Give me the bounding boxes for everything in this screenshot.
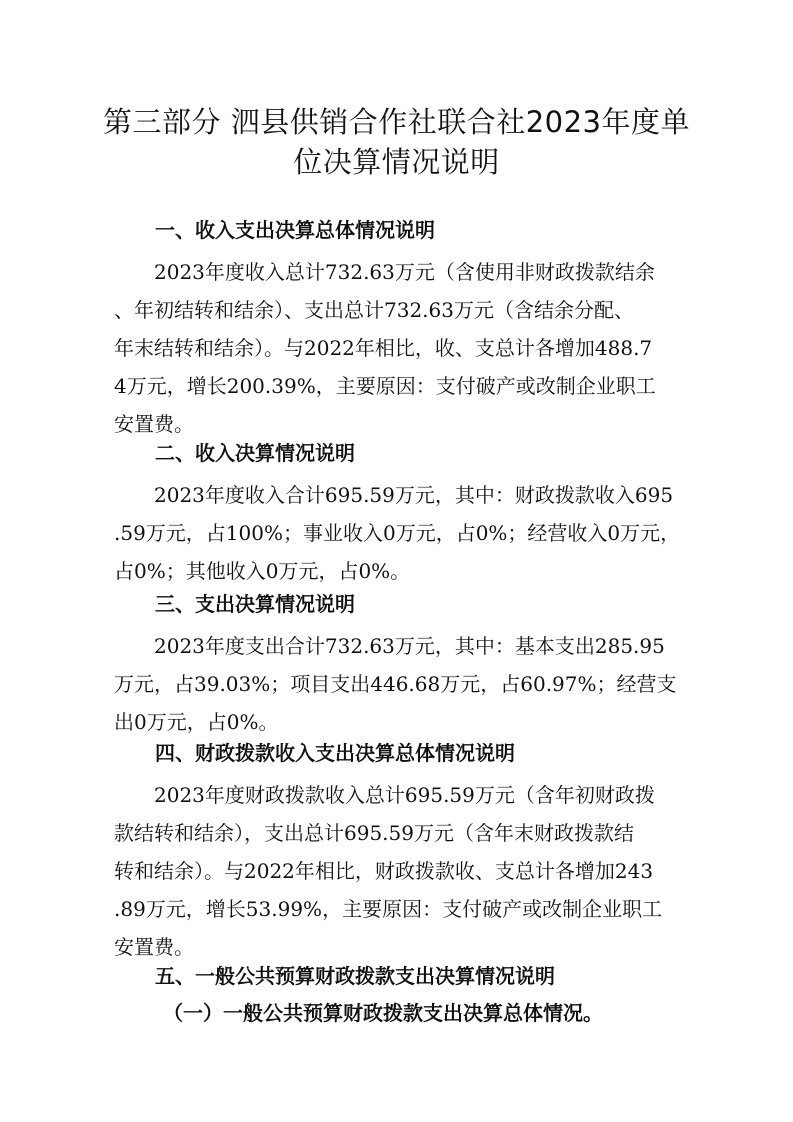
section-3-heading: 三、支出决算情况说明 bbox=[155, 592, 355, 616]
section-3-body bbox=[114, 627, 688, 741]
section-1-heading: 一、收入支出决算总体情况说明 bbox=[155, 218, 435, 242]
page-title bbox=[100, 104, 693, 184]
section-3-line-1: 2023年度支出合计732.63万元，其中：基本支出285.95 bbox=[114, 634, 665, 658]
section-1-line-5: 安置费。 bbox=[114, 412, 194, 436]
section-5-heading: 五、一般公共预算财政拨款支出决算情况说明 bbox=[155, 964, 555, 988]
section-4-heading: 四、财政拨款收入支出决算总体情况说明 bbox=[155, 741, 515, 765]
section-1-line-1: 2023年度收入总计732.63万元（含使用非财政拨款结余 bbox=[114, 260, 655, 284]
section-1-line-2: 、年初结转和结余）、支出总计732.63万元（含结余分配、 bbox=[114, 298, 634, 322]
section-2-body bbox=[114, 476, 688, 590]
section-4-line-2: 款结转和结余），支出总计695.59万元（含年末财政拨款结 bbox=[114, 821, 634, 845]
section-3-line-2: 万元，占39.03%；项目支出446.68万元，占60.97%；经营支 bbox=[114, 672, 677, 696]
section-4-line-5: 安置费。 bbox=[114, 935, 194, 959]
section-1-body bbox=[114, 253, 688, 443]
section-2-line-2: .59万元，占100%；事业收入0万元，占0%；经营收入0万元， bbox=[114, 521, 681, 545]
section-2-line-3: 占0%；其他收入0万元，占0%。 bbox=[114, 559, 411, 583]
section-2-line-1: 2023年度收入合计695.59万元，其中：财政拨款收入695 bbox=[114, 483, 674, 507]
section-4-body bbox=[114, 776, 688, 966]
section-2-heading: 二、收入决算情况说明 bbox=[155, 441, 355, 465]
section-1-line-3: 年末结转和结余）。与2022年相比，收、支总计各增加488.7 bbox=[114, 336, 653, 360]
section-5-subheading: （一）一般公共预算财政拨款支出决算总体情况。 bbox=[163, 1001, 603, 1025]
section-4-line-1: 2023年度财政拨款收入总计695.59万元（含年初财政拨 bbox=[114, 783, 655, 807]
section-3-line-3: 出0万元，占0%。 bbox=[114, 710, 279, 734]
section-1-line-4: 4万元，增长200.39%，主要原因：支付破产或改制企业职工 bbox=[114, 374, 656, 398]
section-4-line-3: 转和结余）。与2022年相比，财政拨款收、支总计各增加243 bbox=[114, 859, 654, 883]
page-title-line-2: 位决算情况说明 bbox=[293, 145, 500, 179]
page-title-line-1: 第三部分 泗县供销合作社联合社2023年度单 bbox=[102, 105, 691, 139]
section-4-line-4: .89万元，增长53.99%，主要原因：支付破产或改制企业职工 bbox=[114, 897, 663, 921]
